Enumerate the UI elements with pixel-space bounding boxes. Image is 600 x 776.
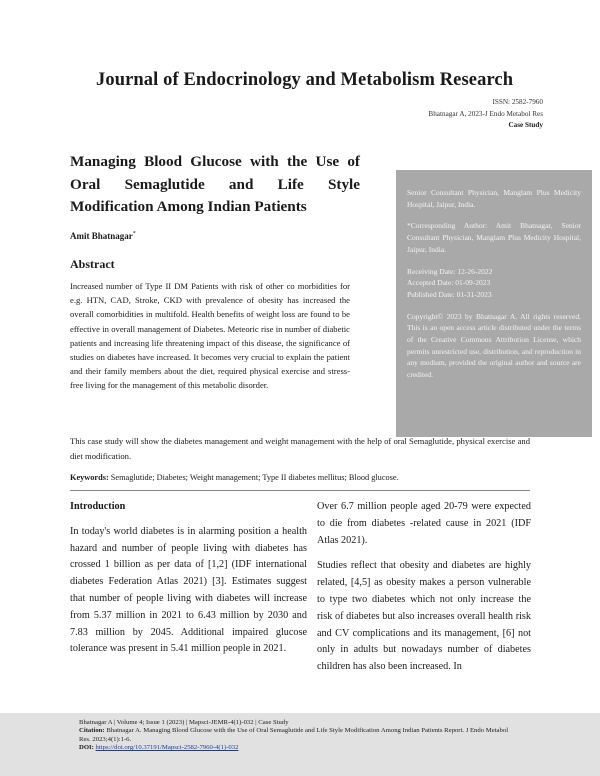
corresponding-author: *Corresponding Author: Amit Bhatnagar, Senior Consultant Physician, Manglam Plus Medicity Hospital, Jaipur, India. — [407, 221, 581, 254]
section-divider — [70, 490, 530, 491]
issn: ISSN: 2582-7960 — [492, 98, 543, 106]
copyright-notice: Copyright© 2023 by Bhatnagar A. All rights reserved. This is an open access article distributed under the terms of the Creative Commons Attribution License, which permits unrestricted use, distribution, and reproduction in any medium, provided the original author and source are credited. — [407, 311, 581, 380]
keywords-label: Keywords: — [70, 473, 109, 482]
keywords-list: Semaglutide; Diabetes; Weight management; Type II diabetes mellitus; Blood glucose. — [110, 473, 399, 482]
introduction-heading: Introduction — [70, 501, 126, 512]
body-right-column — [317, 499, 531, 685]
case-study-summary: This case study will show the diabetes management and weight management with the help of oral Semaglutide, physical exercise and diet modification. — [70, 436, 530, 461]
journal-meta — [428, 97, 543, 132]
author-mark: * — [132, 231, 136, 237]
article-dates — [407, 266, 581, 301]
footer-text — [79, 719, 519, 753]
accepted-date: Accepted Date: 01-09-2023 — [407, 278, 491, 288]
short-reference: Bhatnagar A, 2023-J Endo Metabol Res — [428, 109, 543, 118]
body-paragraph: Over 6.7 million people aged 20-79 were expected to die from diabetes -related cause in 2021 (IDF Atlas 2021). — [317, 501, 531, 546]
abstract-heading: Abstract — [70, 257, 115, 271]
citation-label: Citation: — [79, 727, 105, 735]
keywords-line — [70, 473, 399, 482]
citation-text: Bhatnagar A. Managing Blood Glucose with the Use of Oral Semaglutide and Life Style Modification Among Indian Patients Report. J Endo Metabol Res. 2023;4(1):1-6. — [79, 727, 509, 743]
published-date: Published Date: 01-31-2023 — [407, 289, 492, 299]
footer-issue-line: Bhatnagar A | Volume 4; Issue 1 (2023) | Mapsci-JEMR-4(1)-032 | Case Study — [79, 719, 289, 726]
footer-doi — [79, 744, 519, 752]
affiliation: Senior Consultant Physician, Manglam Plus Medicity Hospital, Jaipur, India. — [407, 188, 581, 209]
doi-label: DOI: — [79, 744, 94, 752]
body-left-column — [70, 499, 307, 667]
article-title: Managing Blood Glucose with the Use of Oral Semaglutide and Life Style Modification Among Indian Patients — [70, 153, 360, 215]
author-name: Amit Bhatnagar — [70, 231, 133, 241]
page-footer — [0, 713, 600, 776]
footer-citation — [79, 727, 519, 744]
author-line — [70, 231, 136, 241]
abstract-body: Increased number of Type II DM Patients with risk of other co morbidities for e.g. HTN, CAD, Stroke, CKD with prevalence of obesity has increased the overall comorbidities in multifold. Health benefits of weight loss are found to be effective in overall management of Diabetes. Meteoric rise in number of diabetic patients and increasing life threatening impact of this disease, the significance of studies on diabetes have increased. It becomes very crucial to explain the patient and their family members about the diet, required physical exercise and stress-free living for the management of this metabolic disorder. — [70, 281, 350, 391]
doi-link[interactable]: https://doi.org/10.37191/Mapsci-2582-7960-4(1)-032 — [95, 744, 239, 752]
introduction-paragraph: In today's world diabetes is in alarming position a health hazard and number of people living with diabetes has crossed 1 billion as per data of [1,2] (IDF international diabetes Federation Atlas 2021) [3]. Estimates suggest that number of people living with diabetes will increase from 5.37 million in 2021 to 6.43 million by 2030 and 7.83 million by 2045. Additional impaired glucose tolerance was present in 5.41 million people in 2021. — [70, 525, 307, 655]
body-paragraph: Studies reflect that obesity and diabetes are highly related, [4,5] as obesity makes a person vulnerable to type two diabetes which not only increase the risk of diabetes but also increases overall health risk and CV complications and its management, [6] not only in adults but nowadays number of diabetes children has also been increased. In — [317, 560, 531, 673]
received-date: Receiving Date: 12-26-2022 — [407, 266, 493, 276]
article-type: Case Study — [508, 121, 543, 129]
journal-title: Journal of Endocrinology and Metabolism Research — [96, 70, 514, 90]
article-info-box — [396, 170, 592, 437]
